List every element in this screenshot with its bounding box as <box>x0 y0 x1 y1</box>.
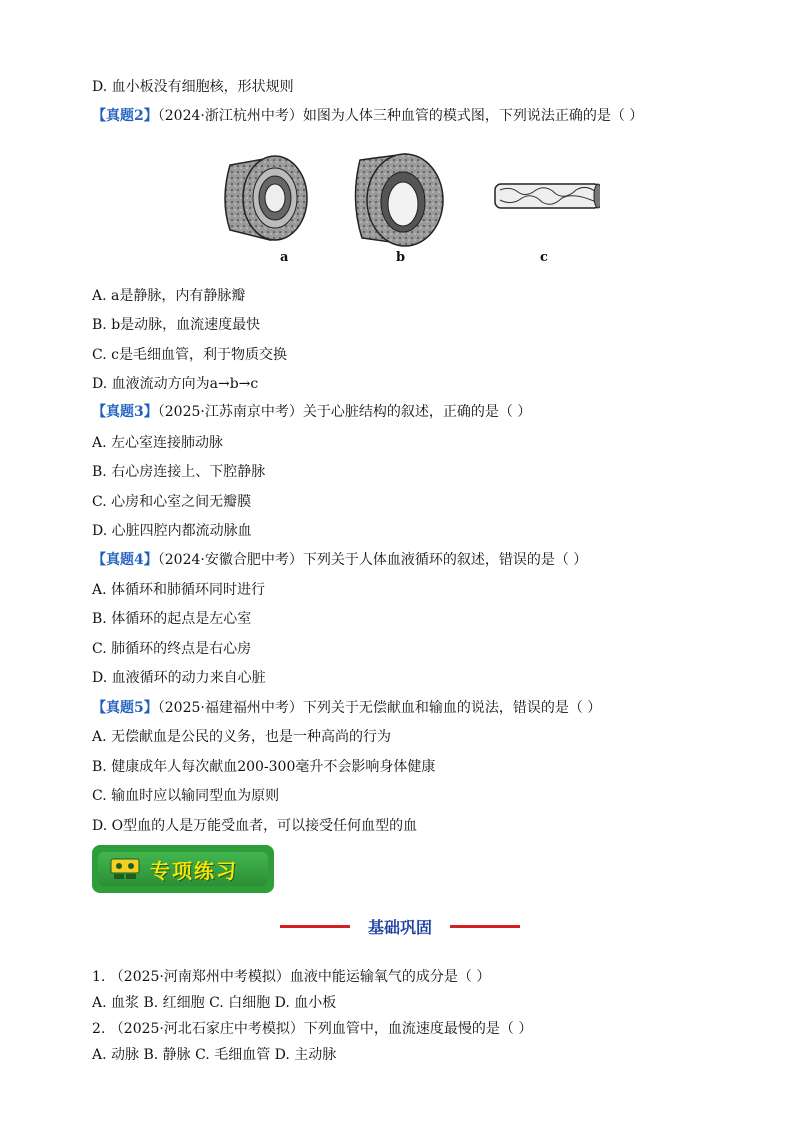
classroom-icon <box>110 858 140 880</box>
option-line: B. b是动脉，血流速度最快 <box>92 317 261 333</box>
question-line: 【真题2】（2024·浙江杭州中考）如图为人体三种血管的模式图，下列说法正确的是（ ） <box>92 108 644 124</box>
option-line: C. c是毛细血管，利于物质交换 <box>92 347 287 363</box>
option-line: D. 心脏四腔内都流动脉血 <box>92 523 252 539</box>
question-tag: 【真题2】 <box>92 108 158 124</box>
option-line: B. 体循环的起点是左心室 <box>92 611 252 627</box>
question-tag: 【真题3】 <box>92 404 158 420</box>
option-line: D. 血小板没有细胞核，形状规则 <box>92 79 294 95</box>
option-line: A. 血浆 B. 红细胞 C. 白细胞 D. 血小板 <box>92 995 337 1011</box>
vessel-b <box>355 154 443 246</box>
section-header <box>280 915 520 939</box>
question-line: 1. （2025·河南郑州中考模拟）血液中能运输氧气的成分是（ ） <box>92 969 491 985</box>
question-tag: 【真题4】 <box>92 552 158 568</box>
option-line: D. O型血的人是万能受血者，可以接受任何血型的血 <box>92 818 418 834</box>
option-line: C. 心房和心室之间无瓣膜 <box>92 494 252 510</box>
question-line: 【真题4】（2024·安徽合肥中考）下列关于人体血液循环的叙述，错误的是（ ） <box>92 552 588 568</box>
option-line: D. 血液循环的动力来自心脏 <box>92 670 266 686</box>
option-line: A. 左心室连接肺动脉 <box>92 435 224 451</box>
figure-label-c: c <box>540 250 548 265</box>
blood-vessel-figure <box>200 140 600 270</box>
question-line: 2. （2025·河北石家庄中考模拟）下列血管中，血流速度最慢的是（ ） <box>92 1021 533 1037</box>
vessel-a <box>225 156 307 240</box>
option-line: A. 无偿献血是公民的义务，也是一种高尚的行为 <box>92 729 392 745</box>
section-title: 基础巩固 <box>367 918 432 937</box>
question-tag: 【真题5】 <box>92 700 158 716</box>
option-line: B. 右心房连接上、下腔静脉 <box>92 464 266 480</box>
option-line: C. 肺循环的终点是右心房 <box>92 641 252 657</box>
option-line: A. 体循环和肺循环同时进行 <box>92 582 266 598</box>
vessel-c <box>495 184 600 208</box>
option-line: A. a是静脉，内有静脉瓣 <box>92 288 246 304</box>
option-line: A. 动脉 B. 静脉 C. 毛细血管 D. 主动脉 <box>92 1047 337 1063</box>
option-line: C. 输血时应以输同型血为原则 <box>92 788 280 804</box>
question-line: 【真题3】（2025·江苏南京中考）关于心脏结构的叙述，正确的是（ ） <box>92 404 532 420</box>
banner-inner <box>98 852 268 886</box>
option-line: D. 血液流动方向为a→b→c <box>92 376 259 392</box>
option-line: B. 健康成年人每次献血200-300毫升不会影响身体健康 <box>92 759 436 775</box>
banner-title: 专项练习 <box>150 858 238 883</box>
figure-label-b: b <box>396 250 406 265</box>
question-line: 【真题5】（2025·福建福州中考）下列关于无偿献血和输血的说法，错误的是（ ） <box>92 700 602 716</box>
figure-label-a: a <box>280 250 289 265</box>
special-practice-banner <box>92 845 274 893</box>
